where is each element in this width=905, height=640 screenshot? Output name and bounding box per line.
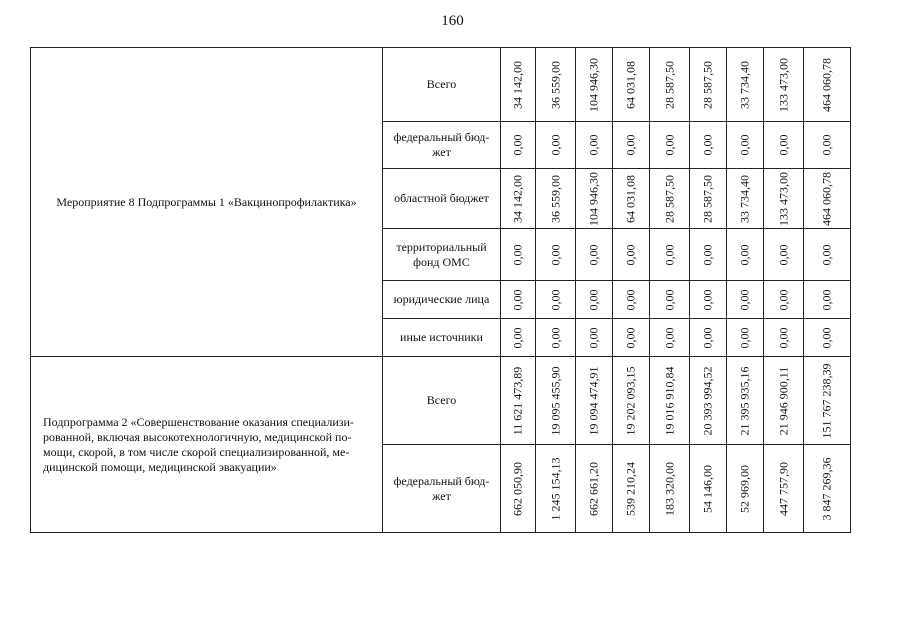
value-text: 19 202 093,15 xyxy=(623,366,638,435)
value-cell xyxy=(501,319,536,357)
value-text: 0,00 xyxy=(700,134,715,156)
value-text: 133 473,00 xyxy=(776,171,790,226)
value-cell xyxy=(764,169,804,229)
value-cell xyxy=(727,169,764,229)
value-text: 36 559,00 xyxy=(548,60,562,109)
value-cell xyxy=(650,357,690,445)
value-cell xyxy=(650,122,690,169)
value-text: 0,00 xyxy=(662,134,676,156)
value-cell xyxy=(576,48,613,122)
page-number: 160 xyxy=(441,13,464,29)
value-text: 0,00 xyxy=(662,327,676,348)
value-text: 0,00 xyxy=(700,244,715,265)
value-cell xyxy=(727,445,764,533)
value-text: 0,00 xyxy=(776,289,790,310)
value-cell xyxy=(576,169,613,229)
value-cell xyxy=(650,169,690,229)
value-cell xyxy=(764,122,804,169)
value-cell xyxy=(501,445,536,533)
value-cell xyxy=(727,48,764,122)
value-cell xyxy=(764,445,804,533)
value-cell xyxy=(576,319,613,357)
value-text: 34 142,00 xyxy=(510,174,525,223)
value-cell xyxy=(650,319,690,357)
value-text: 0,00 xyxy=(548,327,562,348)
value-cell xyxy=(501,48,536,122)
value-cell xyxy=(576,445,613,533)
value-cell xyxy=(804,357,851,445)
value-text: 0,00 xyxy=(819,244,834,265)
value-text: 0,00 xyxy=(586,244,601,265)
value-text: 0,00 xyxy=(819,134,834,156)
value-text: 0,00 xyxy=(776,134,790,156)
value-cell xyxy=(576,229,613,281)
value-cell xyxy=(501,122,536,169)
value-text: 0,00 xyxy=(737,289,752,310)
value-text: 0,00 xyxy=(623,134,638,156)
value-text: 0,00 xyxy=(548,134,562,156)
value-text: 0,00 xyxy=(662,244,676,265)
value-cell xyxy=(613,229,650,281)
value-cell xyxy=(690,122,727,169)
value-cell xyxy=(804,122,851,169)
value-text: 21 946 900,11 xyxy=(776,366,790,435)
value-text: 0,00 xyxy=(548,244,562,265)
value-text: 21 395 935,16 xyxy=(737,366,752,435)
value-text: 0,00 xyxy=(586,289,601,310)
value-cell xyxy=(727,229,764,281)
value-text: 183 320,00 xyxy=(662,461,676,516)
value-text: 0,00 xyxy=(623,289,638,310)
value-cell xyxy=(650,281,690,319)
value-text: 0,00 xyxy=(586,134,601,156)
value-text: 0,00 xyxy=(819,327,834,348)
table-row xyxy=(31,48,851,122)
value-cell xyxy=(804,48,851,122)
funding-source: областной бюджет xyxy=(383,169,501,229)
value-text: 0,00 xyxy=(510,327,525,348)
value-text: 0,00 xyxy=(623,327,638,348)
value-text: 0,00 xyxy=(776,327,790,348)
section-title: Мероприятие 8 Подпрограммы 1 «Вакцинопрофилактика» xyxy=(31,48,383,357)
value-cell xyxy=(804,229,851,281)
value-cell xyxy=(613,357,650,445)
value-text: 104 946,30 xyxy=(586,57,601,112)
value-cell xyxy=(727,281,764,319)
value-cell xyxy=(727,357,764,445)
value-cell xyxy=(764,281,804,319)
value-text: 36 559,00 xyxy=(548,174,562,223)
value-cell xyxy=(613,319,650,357)
value-cell xyxy=(536,445,576,533)
value-text: 662 050,90 xyxy=(510,461,525,516)
value-cell xyxy=(501,229,536,281)
budget-table xyxy=(30,47,851,533)
value-cell xyxy=(536,357,576,445)
value-cell xyxy=(576,122,613,169)
funding-source: иные источники xyxy=(383,319,501,357)
value-text: 33 734,40 xyxy=(737,60,752,109)
value-cell xyxy=(690,229,727,281)
value-cell xyxy=(613,122,650,169)
value-text: 0,00 xyxy=(623,244,638,265)
value-cell xyxy=(650,445,690,533)
value-cell xyxy=(690,445,727,533)
value-text: 0,00 xyxy=(737,327,752,348)
value-text: 52 969,00 xyxy=(737,464,752,513)
value-text: 28 587,50 xyxy=(662,60,676,109)
value-text: 64 031,08 xyxy=(623,60,638,109)
value-cell xyxy=(804,169,851,229)
value-text: 0,00 xyxy=(819,289,834,310)
value-text: 19 094 474,91 xyxy=(586,366,601,435)
value-cell xyxy=(536,169,576,229)
table-row xyxy=(31,357,851,445)
value-cell xyxy=(690,319,727,357)
value-cell xyxy=(501,357,536,445)
funding-source: федеральный бюд-жет xyxy=(383,445,501,533)
value-cell xyxy=(804,445,851,533)
value-cell xyxy=(804,281,851,319)
value-text: 0,00 xyxy=(737,134,752,156)
value-cell xyxy=(536,281,576,319)
value-text: 0,00 xyxy=(662,289,676,310)
funding-source: юридические лица xyxy=(383,281,501,319)
funding-source: Всего xyxy=(383,357,501,445)
value-text: 0,00 xyxy=(510,289,525,310)
value-cell xyxy=(613,281,650,319)
value-cell xyxy=(576,281,613,319)
value-text: 464 060,78 xyxy=(819,57,834,112)
value-cell xyxy=(764,319,804,357)
value-cell xyxy=(536,48,576,122)
value-text: 662 661,20 xyxy=(586,461,601,516)
value-text: 104 946,30 xyxy=(586,171,601,226)
value-text: 464 060,78 xyxy=(819,171,834,226)
value-text: 0,00 xyxy=(510,244,525,265)
value-text: 0,00 xyxy=(776,244,790,265)
value-cell xyxy=(690,281,727,319)
value-text: 28 587,50 xyxy=(700,60,715,109)
value-cell xyxy=(690,48,727,122)
value-cell xyxy=(727,122,764,169)
value-text: 1 245 154,13 xyxy=(548,457,562,520)
value-text: 28 587,50 xyxy=(662,174,676,223)
value-cell xyxy=(650,229,690,281)
funding-source: территориальный фонд ОМС xyxy=(383,229,501,281)
funding-source: Всего xyxy=(383,48,501,122)
value-cell xyxy=(613,48,650,122)
value-text: 34 142,00 xyxy=(510,60,525,109)
value-text: 0,00 xyxy=(700,289,715,310)
value-text: 539 210,24 xyxy=(623,461,638,516)
value-cell xyxy=(501,281,536,319)
value-cell xyxy=(690,169,727,229)
value-cell xyxy=(613,445,650,533)
value-text: 28 587,50 xyxy=(700,174,715,223)
value-text: 20 393 994,52 xyxy=(700,366,715,435)
value-cell xyxy=(536,122,576,169)
value-cell xyxy=(804,319,851,357)
value-cell xyxy=(764,229,804,281)
value-cell xyxy=(536,229,576,281)
value-text: 33 734,40 xyxy=(737,174,752,223)
value-cell xyxy=(613,169,650,229)
value-cell xyxy=(501,169,536,229)
value-cell xyxy=(764,48,804,122)
value-text: 3 847 269,36 xyxy=(819,457,834,520)
value-cell xyxy=(690,357,727,445)
value-cell xyxy=(536,319,576,357)
value-text: 54 146,00 xyxy=(700,464,715,513)
value-text: 133 473,00 xyxy=(776,57,790,112)
value-text: 0,00 xyxy=(548,289,562,310)
value-text: 0,00 xyxy=(700,327,715,348)
value-text: 447 757,90 xyxy=(776,461,790,516)
value-cell xyxy=(764,357,804,445)
value-text: 11 621 473,89 xyxy=(510,366,525,435)
value-cell xyxy=(727,319,764,357)
value-text: 0,00 xyxy=(510,134,525,156)
value-text: 0,00 xyxy=(586,327,601,348)
funding-source: федеральный бюд-жет xyxy=(383,122,501,169)
value-cell xyxy=(576,357,613,445)
section-title: Подпрограмма 2 «Совершенствование оказания специализи-рованной, включая высокотехнологичную, медицинской по-мощи, скорой, в том числе скорой специализированной, ме-дицинской помощи, медицинской эвакуации» xyxy=(31,357,383,533)
value-text: 151 767 238,39 xyxy=(819,363,834,438)
value-text: 19 095 455,90 xyxy=(548,366,562,435)
value-text: 0,00 xyxy=(737,244,752,265)
value-text: 19 016 910,84 xyxy=(662,366,676,435)
value-cell xyxy=(650,48,690,122)
value-text: 64 031,08 xyxy=(623,174,638,223)
